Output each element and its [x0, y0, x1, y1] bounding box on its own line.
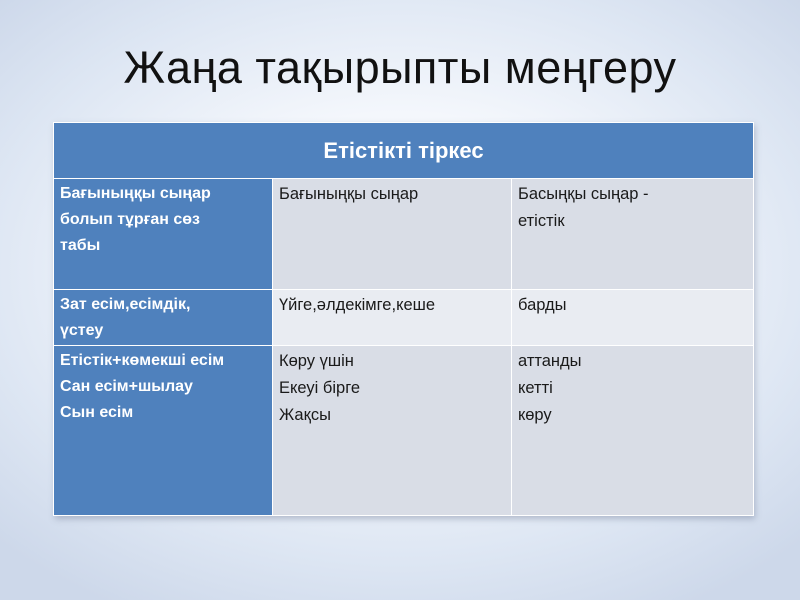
cell-line: етістік: [518, 212, 565, 230]
cell-line: аттанды: [518, 352, 582, 370]
table-header-row: [54, 123, 754, 179]
table-cell-dependent: [273, 179, 512, 290]
cell-line: Жақсы: [279, 406, 331, 424]
table-cell-dependent: [273, 290, 512, 346]
table-cell-main: [512, 179, 754, 290]
cell-line: Үйге,әлдекімге,кеше: [279, 296, 436, 314]
cell-line: Басыңқы сыңар -: [518, 185, 649, 203]
cell-line: көру: [518, 406, 552, 424]
table-cell-main: [512, 290, 754, 346]
phrase-table: [53, 122, 754, 516]
table-cell-word-class: [54, 290, 273, 346]
cell-line: Екеуі бірге: [279, 379, 361, 397]
cell-line: үстеу: [60, 322, 104, 339]
table-cell-main: [512, 346, 754, 516]
table-row: [54, 346, 754, 516]
table-row: [54, 179, 754, 290]
phrase-table-container: [53, 122, 753, 516]
slide-title: Жаңа тақырыпты меңгеру: [123, 42, 677, 93]
cell-line: табы: [60, 237, 101, 254]
table-row: [54, 290, 754, 346]
cell-line: Бағыныңқы сыңар: [279, 185, 419, 203]
cell-line: Зат есім,есімдік,: [60, 296, 191, 313]
cell-line: барды: [518, 296, 567, 314]
table-cell-dependent: [273, 346, 512, 516]
cell-line: Сын есім: [60, 404, 134, 421]
cell-line: Етістік+көмекші есім: [60, 352, 225, 369]
cell-line: Бағыныңқы сыңар: [60, 185, 211, 202]
cell-line: Сан есім+шылау: [60, 378, 193, 395]
cell-line: болып тұрған сөз: [60, 211, 200, 228]
cell-line: Көру үшін: [279, 352, 354, 370]
table-cell-word-class: [54, 346, 273, 516]
cell-line: кетті: [518, 379, 553, 397]
table-header: Етістікті тіркес: [54, 123, 754, 179]
table-cell-word-class: [54, 179, 273, 290]
